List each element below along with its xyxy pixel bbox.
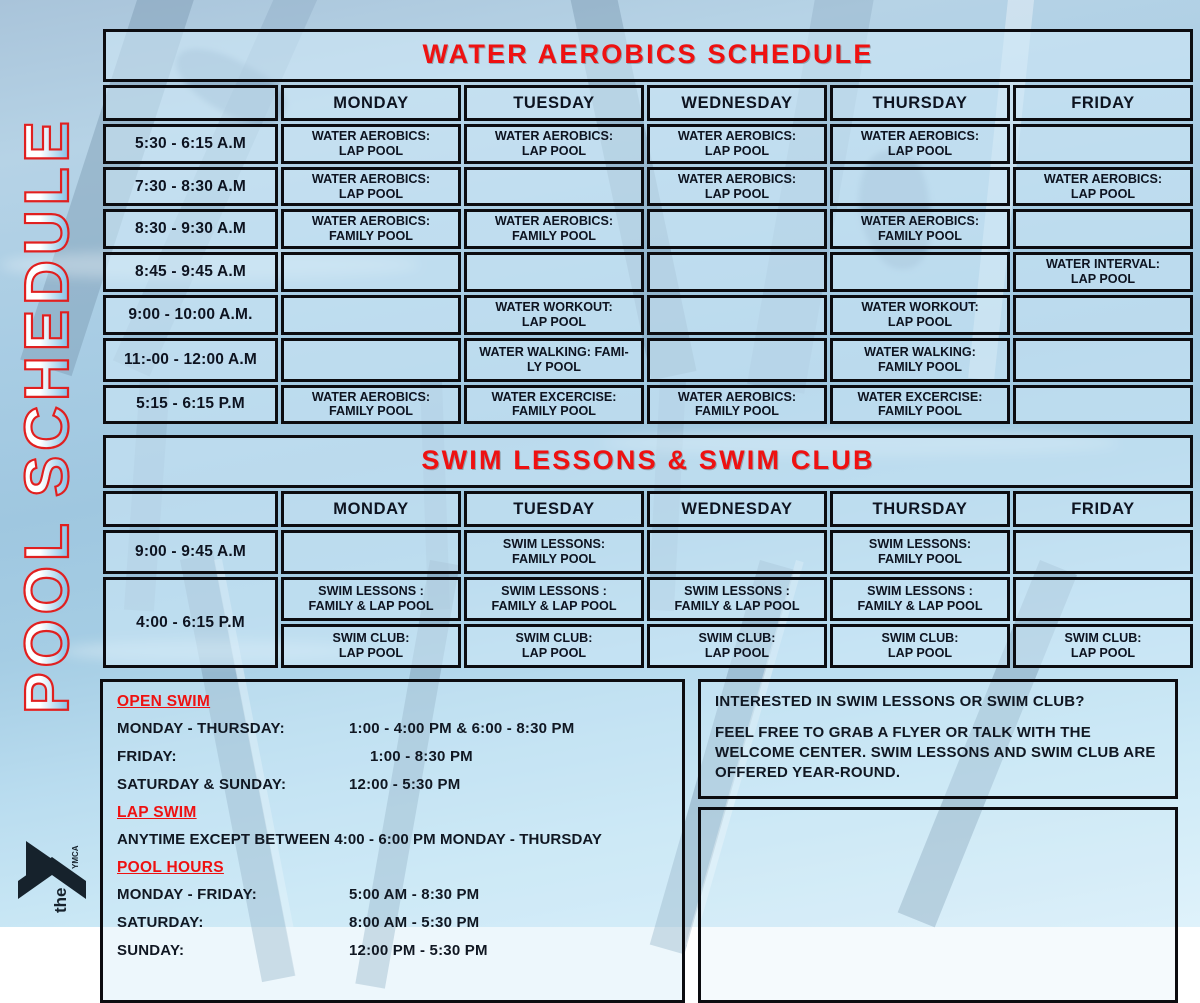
aerobics-cell-5-4 (1013, 338, 1193, 382)
aerobics-cell-3-1 (464, 252, 644, 292)
aerobics-cell-5-2 (647, 338, 827, 382)
aerobics-cell-5-3: WATER WALKING: FAMILY POOL (830, 338, 1010, 382)
open-swim-heading: OPEN SWIM (117, 693, 211, 711)
aerobics-cell-0-0: WATER AEROBICS: LAP POOL (281, 124, 461, 164)
aerobics-day-wednesday: WEDNESDAY (647, 85, 827, 121)
swim-cell-0-4 (1013, 530, 1193, 574)
swim-day-wednesday: WEDNESDAY (647, 491, 827, 527)
swim-day-monday: MONDAY (281, 491, 461, 527)
swim-info-title: INTERESTED IN SWIM LESSONS OR SWIM CLUB? (715, 693, 1085, 711)
swim-club-cell-3: SWIM CLUB: LAP POOL (830, 624, 1010, 668)
pool-hours-row-0 (117, 886, 668, 903)
aerobics-cell-5-0 (281, 338, 461, 382)
pool-hours-label-1: SATURDAY: (117, 914, 204, 932)
aerobics-time-2: 8:30 - 9:30 A.M (103, 209, 278, 249)
open-swim-label-2: SATURDAY & SUNDAY: (117, 776, 287, 794)
aerobics-cell-1-1 (464, 167, 644, 207)
aerobics-day-tuesday: TUESDAY (464, 85, 644, 121)
swim-day-thursday: THURSDAY (830, 491, 1010, 527)
open-swim-row-1 (117, 748, 668, 765)
aerobics-day-friday: FRIDAY (1013, 85, 1193, 121)
ymca-sub-text: YMCA (71, 845, 80, 869)
aerobics-cell-2-3: WATER AEROBICS: FAMILY POOL (830, 209, 1010, 249)
aerobics-cell-2-2 (647, 209, 827, 249)
aerobics-cell-6-1: WATER EXCERCISE: FAMILY POOL (464, 385, 644, 425)
aerobics-cell-0-3: WATER AEROBICS: LAP POOL (830, 124, 1010, 164)
aerobics-day-monday: MONDAY (281, 85, 461, 121)
aerobics-cell-2-1: WATER AEROBICS: FAMILY POOL (464, 209, 644, 249)
aerobics-cell-6-3: WATER EXCERCISE: FAMILY POOL (830, 385, 1010, 425)
right-panel-column (698, 679, 1178, 1002)
aerobics-cell-4-3: WATER WORKOUT: LAP POOL (830, 295, 1010, 335)
aerobics-time-3: 8:45 - 9:45 A.M (103, 252, 278, 292)
swim-lessons-cell-1: SWIM LESSONS : FAMILY & LAP POOL (464, 577, 644, 621)
aerobics-cell-2-4 (1013, 209, 1193, 249)
aerobics-cell-1-3 (830, 167, 1010, 207)
ymca-the-text: the (51, 887, 70, 913)
swim-corner-cell (103, 491, 278, 527)
aerobics-cell-3-0 (281, 252, 461, 292)
pool-hours-row-1 (117, 914, 668, 931)
lap-swim-note: ANYTIME EXCEPT BETWEEN 4:00 - 6:00 PM MONDAY - THURSDAY (117, 831, 603, 849)
open-swim-value-1: 1:00 - 8:30 PM (370, 748, 473, 766)
aerobics-cell-4-2 (647, 295, 827, 335)
swim-day-friday: FRIDAY (1013, 491, 1193, 527)
table-row (103, 338, 1193, 382)
open-swim-info-panel (100, 679, 685, 1002)
aerobics-cell-3-4: WATER INTERVAL: LAP POOL (1013, 252, 1193, 292)
open-swim-value-2: 12:00 - 5:30 PM (349, 776, 461, 794)
swim-banner: SWIM LESSONS & SWIM CLUB (103, 435, 1193, 488)
aerobics-cell-6-2: WATER AEROBICS: FAMILY POOL (647, 385, 827, 425)
aerobics-cell-0-4 (1013, 124, 1193, 164)
pool-hours-value-1: 8:00 AM - 5:30 PM (349, 914, 480, 932)
table-row (103, 124, 1193, 164)
swim-lessons-table (100, 432, 1196, 671)
swim-lessons-info-panel (698, 679, 1178, 798)
aerobics-cell-0-1: WATER AEROBICS: LAP POOL (464, 124, 644, 164)
table-row (103, 167, 1193, 207)
aerobics-cell-4-0 (281, 295, 461, 335)
pool-hours-value-2: 12:00 PM - 5:30 PM (349, 942, 488, 960)
poster-title-text: POOL SCHEDULE (13, 116, 82, 714)
water-aerobics-table (100, 26, 1196, 427)
aerobics-cell-5-1: WATER WALKING: FAMI- LY POOL (464, 338, 644, 382)
aerobics-cell-4-4 (1013, 295, 1193, 335)
aerobics-cell-2-0: WATER AEROBICS: FAMILY POOL (281, 209, 461, 249)
swim-lessons-cell-4 (1013, 577, 1193, 621)
aerobics-time-6: 5:15 - 6:15 P.M (103, 385, 278, 425)
aerobics-cell-3-3 (830, 252, 1010, 292)
swim-header-row (103, 491, 1193, 527)
swim-lessons-cell-0: SWIM LESSONS : FAMILY & LAP POOL (281, 577, 461, 621)
open-swim-label-1: FRIDAY: (117, 748, 177, 766)
swim-day-tuesday: TUESDAY (464, 491, 644, 527)
table-row (103, 252, 1193, 292)
swim-cell-0-3: SWIM LESSONS: FAMILY POOL (830, 530, 1010, 574)
table-row (103, 577, 1193, 621)
aerobics-time-5: 11:-00 - 12:00 A.M (103, 338, 278, 382)
pool-hours-row-2 (117, 942, 668, 959)
pool-hours-value-0: 5:00 AM - 8:30 PM (349, 886, 480, 904)
pool-hours-label-2: SUNDAY: (117, 942, 185, 960)
aerobics-banner-row (103, 29, 1193, 82)
bottom-panels (100, 679, 1178, 1002)
table-row (103, 209, 1193, 249)
swim-cell-0-1: SWIM LESSONS: FAMILY POOL (464, 530, 644, 574)
lap-swim-heading: LAP SWIM (117, 804, 197, 822)
aerobics-cell-1-2: WATER AEROBICS: LAP POOL (647, 167, 827, 207)
open-swim-row-2 (117, 776, 668, 793)
schedule-content (100, 26, 1178, 1003)
open-swim-value-0: 1:00 - 4:00 PM & 6:00 - 8:30 PM (349, 720, 575, 738)
table-row (103, 530, 1193, 574)
swim-lessons-cell-3: SWIM LESSONS : FAMILY & LAP POOL (830, 577, 1010, 621)
aerobics-day-thursday: THURSDAY (830, 85, 1010, 121)
swim-cell-0-0 (281, 530, 461, 574)
swim-banner-row (103, 435, 1193, 488)
aerobics-banner: WATER AEROBICS SCHEDULE (103, 29, 1193, 82)
swim-cell-0-2 (647, 530, 827, 574)
aerobics-time-4: 9:00 - 10:00 A.M. (103, 295, 278, 335)
aerobics-time-1: 7:30 - 8:30 A.M (103, 167, 278, 207)
ymca-logo-mark (8, 815, 94, 919)
swim-club-cell-2: SWIM CLUB: LAP POOL (647, 624, 827, 668)
aerobics-cell-6-4 (1013, 385, 1193, 425)
swim-info-body: FEEL FREE TO GRAB A FLYER OR TALK WITH THE WELCOME CENTER. SWIM LESSONS AND SWIM CLUB ARE OFFERED YEAR-ROUND. (715, 724, 1156, 781)
swim-club-cell-0: SWIM CLUB: LAP POOL (281, 624, 461, 668)
aerobics-cell-1-0: WATER AEROBICS: LAP POOL (281, 167, 461, 207)
aerobics-corner-cell (103, 85, 278, 121)
aerobics-cell-4-1: WATER WORKOUT: LAP POOL (464, 295, 644, 335)
swim-lessons-cell-2: SWIM LESSONS : FAMILY & LAP POOL (647, 577, 827, 621)
blank-notes-box (698, 807, 1178, 1003)
poster-vertical-title (0, 0, 96, 830)
pool-hours-heading: POOL HOURS (117, 859, 224, 877)
pool-hours-label-0: MONDAY - FRIDAY: (117, 886, 257, 904)
ymca-logo (8, 815, 94, 919)
aerobics-cell-3-2 (647, 252, 827, 292)
open-swim-row-0 (117, 720, 668, 737)
aerobics-cell-0-2: WATER AEROBICS: LAP POOL (647, 124, 827, 164)
open-swim-label-0: MONDAY - THURSDAY: (117, 720, 285, 738)
swim-time-1: 4:00 - 6:15 P.M (103, 577, 278, 668)
table-row (103, 295, 1193, 335)
swim-club-cell-1: SWIM CLUB: LAP POOL (464, 624, 644, 668)
aerobics-cell-1-4: WATER AEROBICS: LAP POOL (1013, 167, 1193, 207)
swim-club-cell-4: SWIM CLUB: LAP POOL (1013, 624, 1193, 668)
table-row (103, 385, 1193, 425)
aerobics-time-0: 5:30 - 6:15 A.M (103, 124, 278, 164)
swim-time-0: 9:00 - 9:45 A.M (103, 530, 278, 574)
aerobics-header-row (103, 85, 1193, 121)
aerobics-cell-6-0: WATER AEROBICS: FAMILY POOL (281, 385, 461, 425)
